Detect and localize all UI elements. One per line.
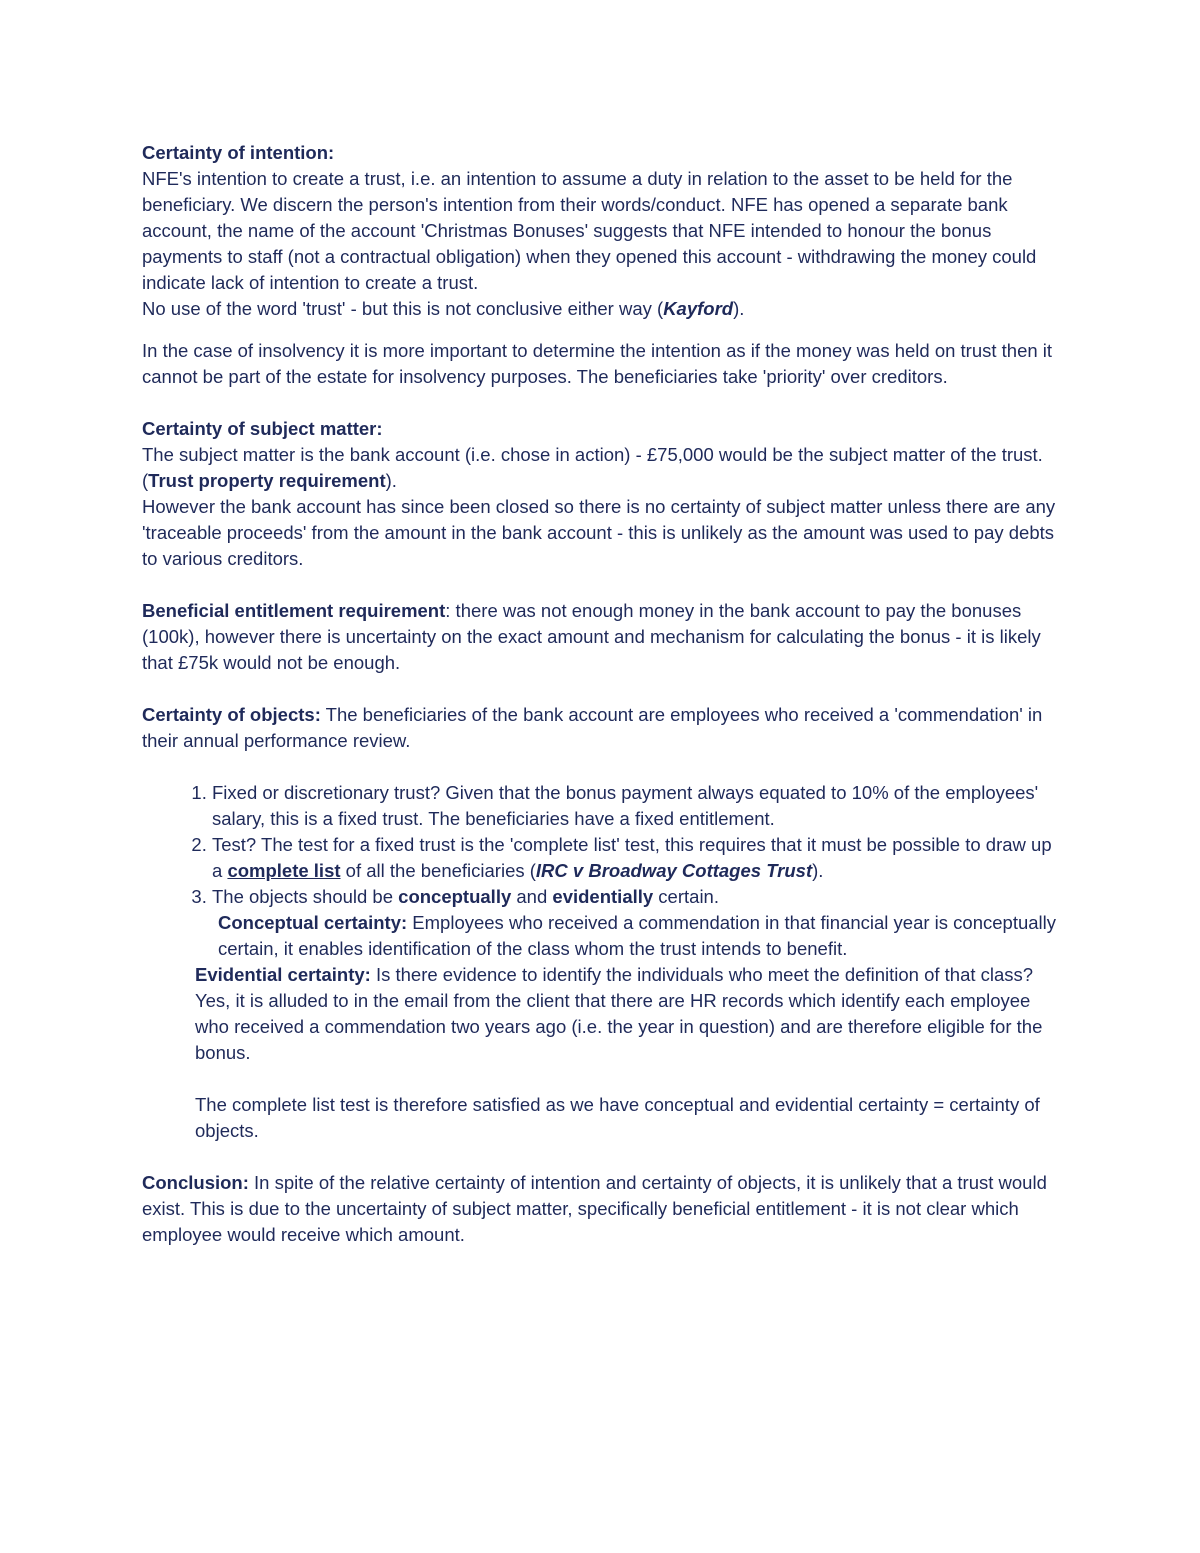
conceptual-heading: Conceptual certainty:	[218, 912, 408, 933]
case-name-kayford: Kayford	[663, 298, 734, 319]
conclusion-heading: Conclusion:	[142, 1172, 249, 1193]
conclusion-paragraph: Conclusion: In spite of the relative certainty of intention and certainty of objects, it is unlikely that a trust would exist. This is due to the uncertainty of subject matter, specifically beneficial entitlement - it is not clear which employee would receive which amount.	[142, 1172, 1047, 1245]
intention-paragraph-2: No use of the word 'trust' - but this is not conclusive either way (Kayford).	[142, 298, 745, 319]
trust-property-requirement: Trust property requirement	[148, 470, 386, 491]
conceptual-certainty-paragraph: Conceptual certainty: Employees who received a commendation in that financial year is conceptually certain, it enables identification of the class whom the trust intends to benefit.	[218, 912, 1057, 959]
case-name-irc: IRC v Broadway Cottages Trust	[535, 860, 813, 881]
evidential-heading: Evidential certainty:	[195, 964, 371, 985]
objects-list-item-3: 3. The objects should be conceptually and evidentially certain. Conceptual certainty: Employees who received a commendation in that financial year is conceptually certain, it enables identification of the class whom the trust intends to benefit.	[212, 884, 1062, 962]
intention-heading: Certainty of intention:	[142, 142, 335, 163]
subject-paragraph-1: The subject matter is the bank account (i.e. chose in action) - £75,000 would be the subject matter of the trust. (Trust property requirement).	[142, 444, 1043, 491]
subject-paragraph-2: However the bank account has since been closed so there is no certainty of subject matter unless there are any 'traceable proceeds' from the amount in the bank account - this is unlikely as the amount was used to pay debts to various creditors.	[142, 496, 1056, 569]
evidential-block	[195, 962, 1062, 1144]
complete-list-paragraph: The complete list test is therefore satisfied as we have conceptual and evidential certainty = certainty of objects.	[195, 1094, 1040, 1141]
intention-paragraph-1: NFE's intention to create a trust, i.e. an intention to assume a duty in relation to the asset to be held for the beneficiary. We discern the person's intention from their words/conduct. NFE has opened a separate bank account, the name of the account 'Christmas Bonuses' suggests that NFE intended to honour the bonus payments to staff (not a contractual obligation) when they opened this account - withdrawing the money could indicate lack of intention to create a trust.	[142, 168, 1037, 293]
evidential-certainty-paragraph: Evidential certainty: Is there evidence to identify the individuals who meet the definition of that class? Yes, it is alluded to in the email from the client that there are HR records which identify each employee who received a commendation two years ago (i.e. the year in question) and are therefore eligible for the bonus.	[195, 964, 1043, 1063]
objects-paragraph: Certainty of objects: The beneficiaries of the bank account are employees who received a 'commendation' in their annual performance review.	[142, 704, 1043, 751]
objects-list	[142, 780, 1062, 962]
subject-heading: Certainty of subject matter:	[142, 418, 383, 439]
objects-heading: Certainty of objects:	[142, 704, 321, 725]
objects-list-item-1: 1. Fixed or discretionary trust? Given that the bonus payment always equated to 10% of the employees' salary, this is a fixed trust. The beneficiaries have a fixed entitlement.	[212, 780, 1062, 832]
beneficial-paragraph: Beneficial entitlement requirement: there was not enough money in the bank account to pay the bonuses (100k), however there is uncertainty on the exact amount and mechanism for calculating the bonus - it is likely that £75k would not be enough.	[142, 600, 1041, 673]
document-body	[142, 140, 1062, 1248]
intention-paragraph-3: In the case of insolvency it is more important to determine the intention as if the money was held on trust then it cannot be part of the estate for insolvency purposes. The beneficiaries take 'priority' over creditors.	[142, 340, 1053, 387]
beneficial-heading: Beneficial entitlement requirement	[142, 600, 446, 621]
objects-list-item-2: 2. Test? The test for a fixed trust is the 'complete list' test, this requires that it must be possible to draw up a complete list of all the beneficiaries (IRC v Broadway Cottages Trust).	[212, 832, 1062, 884]
complete-list-term: complete list	[227, 860, 341, 881]
